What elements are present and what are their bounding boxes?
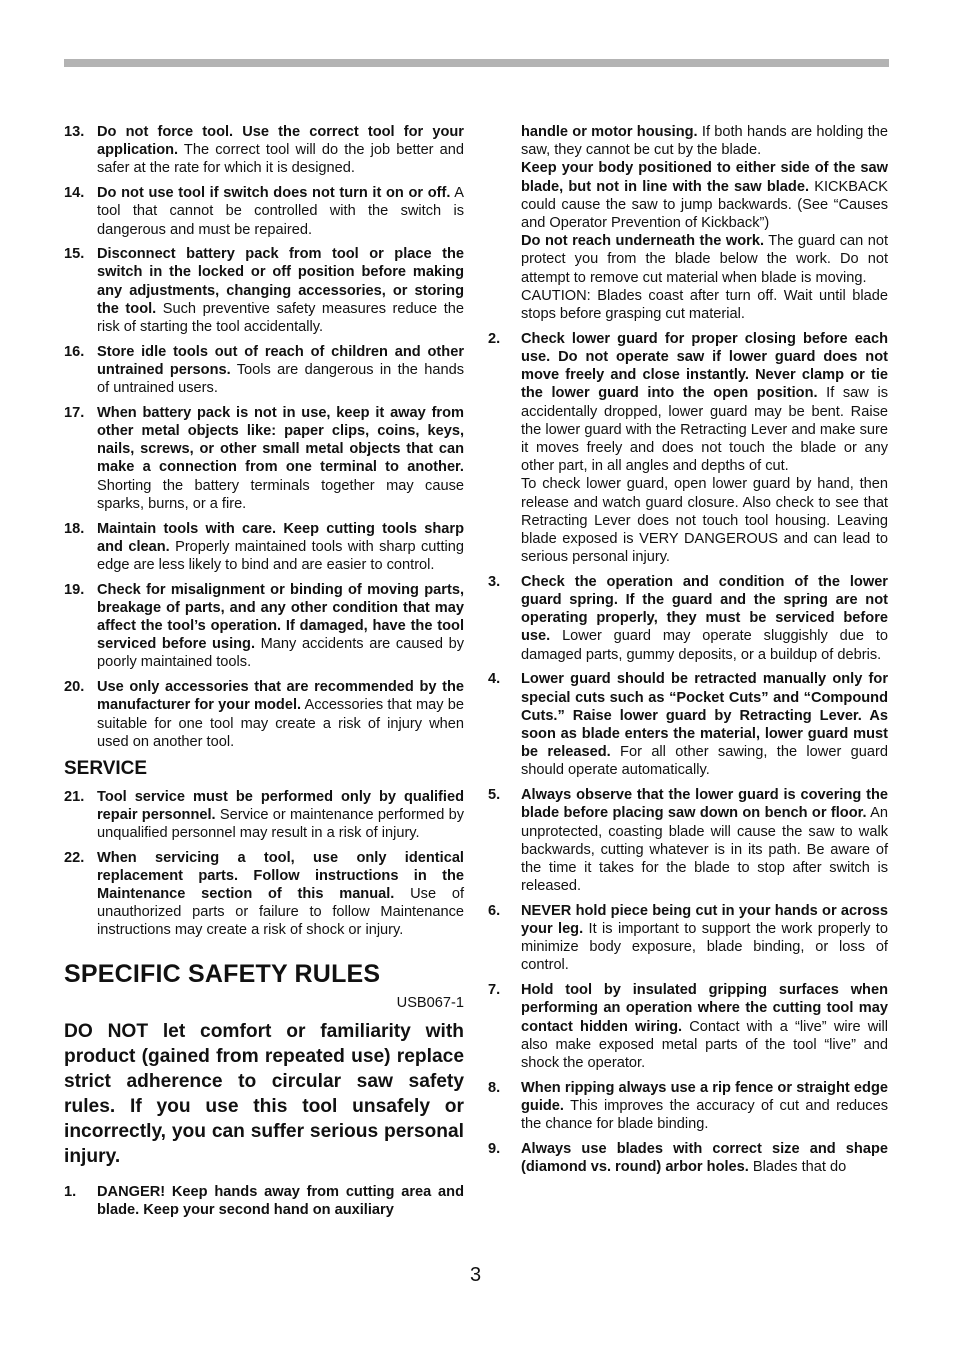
list-item: 7. Hold tool by insulated gripping surfaces when performing an operation where the cutting tool may contact hidden wiring. Contact with a “live” wire will also make exposed metal parts of the tool “live” and shock the operator. [488,982,888,1071]
list-item: 21. Tool service must be performed only by qualified repair personnel. Service or maintenance performed by unqualified personnel may result in a risk of injury. [64,788,464,841]
list-item: 18. Maintain tools with care. Keep cutting tools sharp and clean. Properly maintained tools with sharp cutting edge are less likely to bind and are easier to control. [64,520,464,573]
list-item: 2. Check lower guard for proper closing before each use. Do not operate saw if lower guard does not move freely and close instantly. Never clamp or tie the lower guard into the open position. If saw is accidentally dropped, lower guard may be bent. Raise the lower guard with the Retracting Lever and make sure it moves freely and does not touch the blade or any other part, in all angles and depths of cut. To check lower guard, open lower guard by hand, then release and watch guard closure. Also check to see that Retracting Lever does not touch tool housing. Leaving blade exposed is VERY DANGEROUS and can lead to serious personal injury. [488,330,888,566]
list-item: 17. When battery pack is not in use, keep it away from other metal objects like: paper clips, coins, keys, nails, screws, or other small metal objects that can make a connection from one terminal to another. Shorting the battery terminals together may cause sparks, burns, or a fire. [64,404,464,512]
list-item: 15. Disconnect battery pack from tool or place the switch in the locked or off position before making any adjustments, changing accessories, or storing the tool. Such preventive safety measures reduce the risk of starting the tool accidentally. [64,246,464,336]
list-item: 4. Lower guard should be retracted manually only for special cuts such as “Pocket Cuts” and “Compound Cuts.” Raise lower guard by Retracting Lever. As soon as blade enters the material, lower guard must be released. For all other sawing, the lower guard should operate automatically. [488,671,888,779]
continuation-paragraph: handle or motor housing. If both hands are holding the saw, they cannot be cut by the blade. [521,124,888,159]
warning-paragraph: DO NOT let comfort or familiarity with product (gained from repeated use) replace strict adherence to circular saw safety rules. If you use this tool unsafely or incorrectly, you can suffer serious personal injury. [64,1020,464,1167]
left-column [64,123,464,1226]
service-heading: SERVICE [64,757,148,779]
list-item: 1. DANGER! Keep hands away from cutting area and blade. Keep your second hand on auxiliary [64,1183,464,1218]
page-number: 3 [470,1264,482,1286]
caution-paragraph: CAUTION: Blades coast after turn off. Wait until blade stops before grasping cut material. [521,287,888,323]
list-item: 5. Always observe that the lower guard is covering the blade before placing saw down on bench or floor. An unprotected, coasting blade will cause the saw to walk backwards, cutting whatever is in its path. Be aware of the time it takes for the blade to stop after switch is released. [488,787,888,895]
top-divider [64,59,889,67]
list-item: 9. Always use blades with correct size and shape (diamond vs. round) arbor holes. Blades that do [488,1140,888,1175]
right-column [488,123,888,1183]
list-item: 19. Check for misalignment or binding of moving parts, breakage of parts, and any other condition that may affect the tool’s operation. If damaged, have the tool serviced before using. Many accidents are caused by poorly maintained tools. [64,581,464,671]
continuation-paragraph: Keep your body positioned to either side of the saw blade, but not in line with the saw blade. KICKBACK could cause the saw to jump backwards. (See “Causes and Operator Prevention of Kickback”) [521,160,889,232]
list-item: 14. Do not use tool if switch does not turn it on or off. A tool that cannot be controlled with the switch is dangerous and must be repaired. [64,185,464,238]
list-item: 20. Use only accessories that are recommended by the manufacturer for your model. Accessories that may be suitable for one tool may create a risk of injury when used on another tool. [64,679,464,750]
specific-safety-heading: SPECIFIC SAFETY RULES [64,959,381,988]
document-code: USB067-1 [396,994,464,1011]
list-item: 22. When servicing a tool, use only identical replacement parts. Follow instructions in the Maintenance section of this manual. Use of unauthorized parts or failure to follow Maintenance instructions may create a risk of shock or injury. [64,849,465,939]
list-item: 3. Check the operation and condition of the lower guard spring. If the guard and the spring are not operating properly, they must be serviced before use. Lower guard may operate sluggishly due to damaged parts, gummy deposits, or a buildup of debris. [488,573,888,663]
list-item: 16. Store idle tools out of reach of children and other untrained persons. Tools are dangerous in the hands of untrained users. [64,343,464,397]
continuation-paragraph: Do not reach underneath the work. The guard can not protect you from the blade below the work. Do not attempt to remove cut material when blade is moving. [521,233,889,286]
list-item: 8. When ripping always use a rip fence or straight edge guide. This improves the accuracy of cut and reduces the chance for blade binding. [488,1079,888,1133]
list-item: 13. Do not force tool. Use the correct tool for your application. The correct tool will do the job better and safer at the rate for which it is designed. [64,124,464,177]
list-item: 6. NEVER hold piece being cut in your hands or across your leg. It is important to support the work properly to minimize body exposure, blade binding, or loss of control. [488,902,888,974]
